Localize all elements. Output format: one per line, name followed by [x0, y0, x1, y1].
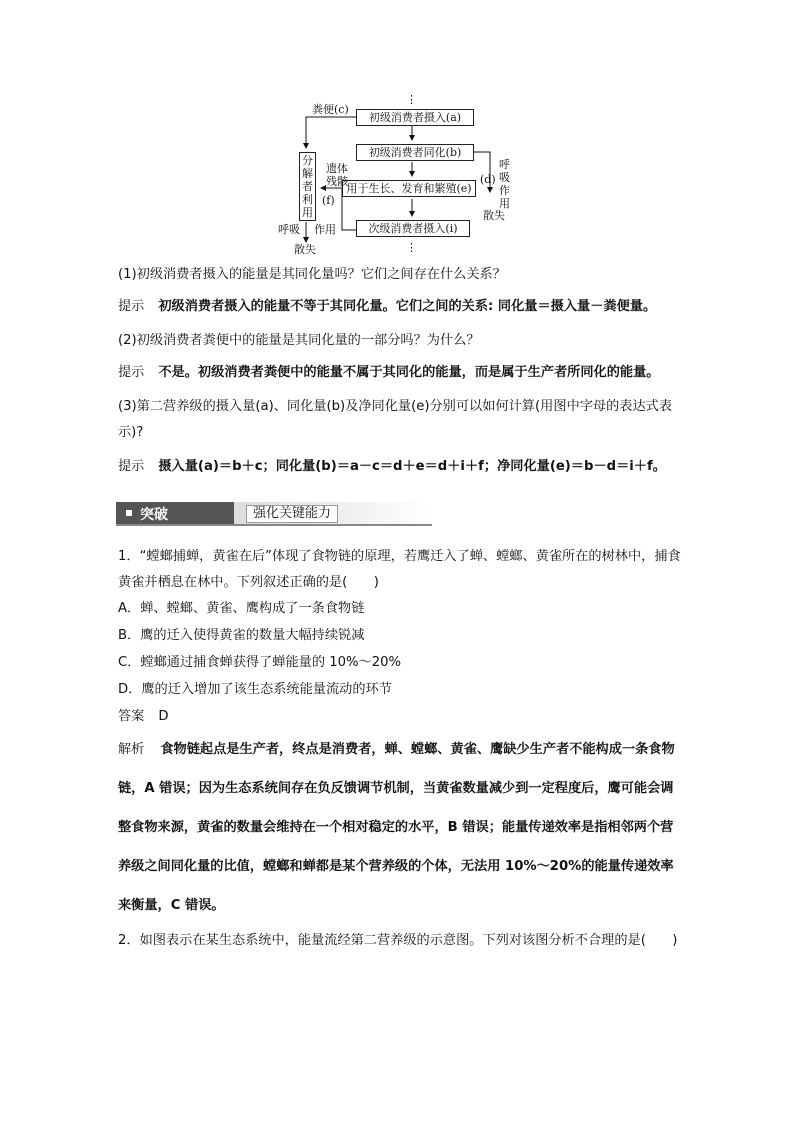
answer-value: D [158, 709, 169, 724]
analysis-text: 食物链起点是生产者，终点是消费者，蝉、螳螂、黄雀、鹰缺少生产者不能构成一条食物链，A 错误；因为生态系统间存在负反馈调节机制，当黄雀数量减少到一定程度后，鹰可能会调整食物来源，黄雀的数量会维持在一个相对稳定的水平，B 错误；能量传递效率是指相邻两个营养级之间同化量的比值，螳螂和蝉都是某个营养级的个体，无法用 10%～20%的能量传递效率来衡量，C 错误。 [118, 742, 675, 913]
hint-text: 摄入量(a)＝b＋c；同化量(b)＝a－c＝d＋e＝d＋i＋f；净同化量(e)＝b－d＝i＋f。 [158, 459, 666, 474]
top-dots: ⋮ [406, 93, 417, 106]
banner-underline [116, 524, 432, 526]
banner-dark [116, 502, 234, 524]
option-c: C．螳螂通过捕食蝉获得了蝉能量的 10%～20% [118, 655, 402, 670]
analysis [118, 730, 678, 925]
question-3: (3)第二营养级的摄入量(a)、同化量(b)及净同化量(e)分别可以如何计算(用图中字母的表达式表示)? [118, 399, 673, 440]
banner-subtitle: 强化关键能力 [246, 505, 338, 523]
hint-2 [118, 360, 684, 386]
respiration-bottom-right: 作用 [314, 223, 336, 236]
box-primary-intake: 初级消费者摄入(a) [356, 109, 474, 126]
option-d: D．鹰的迁入增加了该生态系统能量流动的环节 [118, 682, 392, 697]
hint-1 [118, 294, 684, 320]
section-banner [116, 502, 432, 526]
d-label: (d) [480, 173, 496, 186]
hint-label: 提示 [118, 459, 145, 474]
box-growth: 用于生长、发育和繁殖(e) [342, 180, 476, 197]
box-primary-assimilation: 初级消费者同化(b) [356, 144, 474, 161]
hint-text: 不是。初级消费者粪便中的能量不属于其同化的能量，而是属于生产者所同化的能量。 [158, 365, 660, 380]
analysis-label: 解析 [118, 742, 145, 757]
remains-label: 遗体残骸 [326, 162, 348, 188]
hint-text: 初级消费者摄入的能量不等于其同化量。它们之间的关系: 同化量＝摄入量－粪便量。 [158, 299, 657, 314]
problem-2-stem: 2．如图表示在某生态系统中，能量流经第二营养级的示意图。下列对该图分析不合理的是( ) [118, 933, 678, 948]
answer-label: 答案 [118, 709, 145, 724]
respiration-bottom-left: 呼吸 [278, 223, 300, 236]
option-a: A．蝉、螳螂、黄雀、鹰构成了一条食物链 [118, 601, 365, 616]
respiration-right-label: 呼吸作用 [499, 158, 510, 210]
hint-3 [118, 454, 684, 480]
answer-line [118, 704, 684, 730]
dissipate-bottom-label: 散失 [294, 243, 316, 256]
question-2: (2)初级消费者粪便中的能量是其同化量的一部分吗？为什么？ [118, 333, 480, 348]
dissipate-right-label: 散失 [483, 209, 505, 222]
hint-label: 提示 [118, 365, 145, 380]
feces-label: 粪便(c) [312, 103, 349, 116]
question-1: (1)初级消费者摄入的能量是其同化量吗？它们之间存在什么关系？ [118, 267, 506, 282]
energy-flow-diagram [276, 92, 516, 262]
box-secondary-intake: 次级消费者摄入(i) [356, 220, 470, 237]
banner-title: 突破 [140, 507, 168, 523]
hint-label: 提示 [118, 299, 145, 314]
bottom-dots: ⋮ [406, 241, 417, 254]
decomposer-label: 分解者利用 [299, 152, 316, 221]
banner-square-icon [126, 510, 132, 516]
problem-1-stem: 1．“螳螂捕蝉，黄雀在后”体现了食物链的原理，若鹰迁入了蝉、螳螂、黄雀所在的树林中，捕食黄雀并栖息在林中。下列叙述正确的是( ) [118, 549, 681, 590]
f-label: (f) [322, 194, 335, 207]
option-b: B．鹰的迁入使得黄雀的数量大幅持续锐减 [118, 628, 365, 643]
